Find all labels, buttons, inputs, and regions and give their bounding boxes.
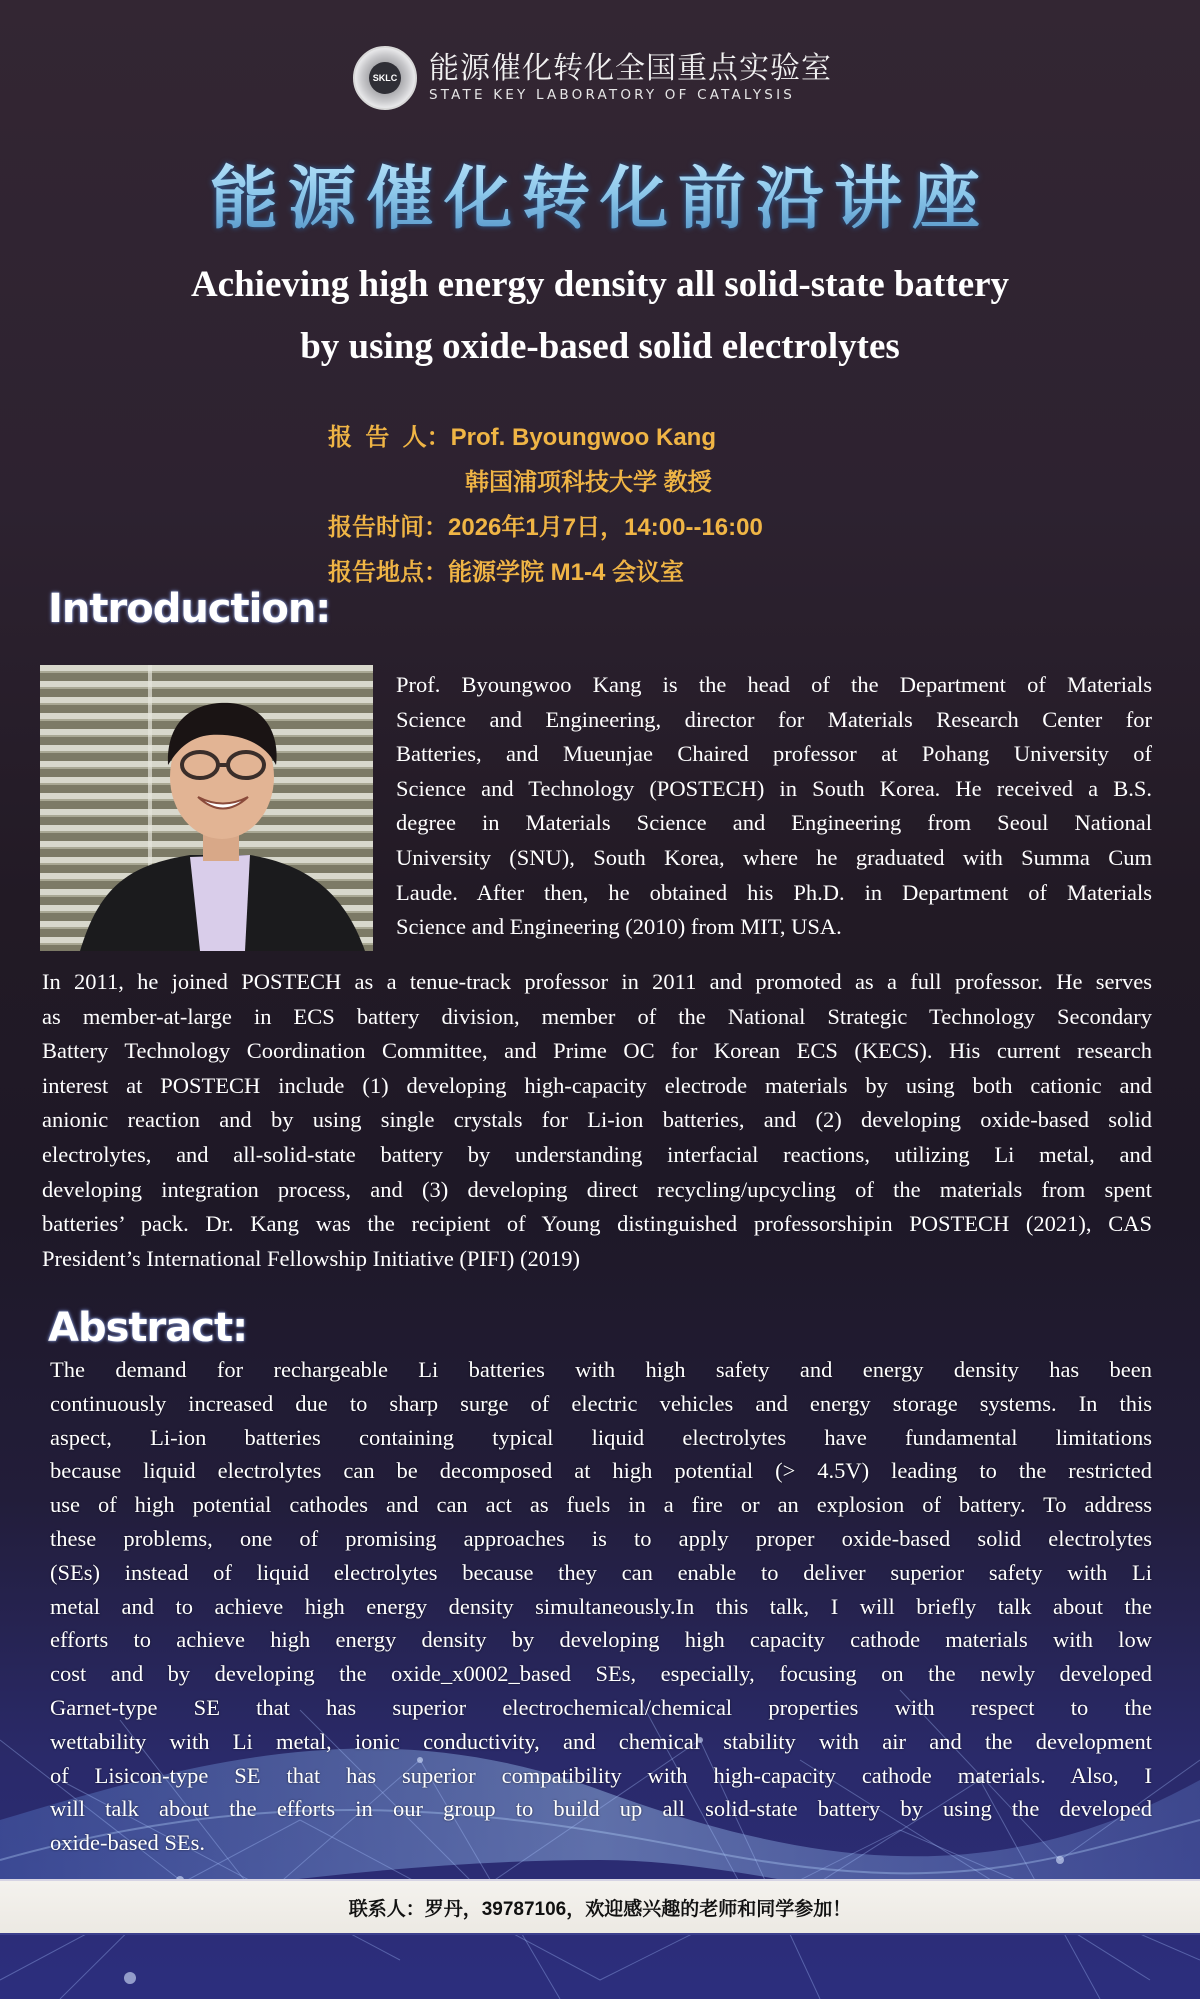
text-line: as member-at-large in ECS battery division, member of the National Strategic Technology Secondary bbox=[42, 1003, 1152, 1029]
text-line: Science and Engineering (2010) from MIT, USA. bbox=[396, 914, 842, 940]
talk-title-line-2: by using oxide-based solid electrolytes bbox=[300, 326, 900, 367]
lab-seal-icon bbox=[353, 46, 417, 110]
text-line: Science and Technology (POSTECH) in South Korea. He received a B.S. bbox=[396, 775, 1152, 801]
text-line: because liquid electrolytes can be decomposed at high potential (> 4.5V) leading to the restricted bbox=[50, 1458, 1152, 1484]
text-line: electrolytes, and all-solid-state battery by understanding interfacial reactions, utilizing Li metal, and bbox=[42, 1141, 1152, 1167]
seal-text: SKLC bbox=[369, 62, 401, 94]
text-line: (SEs) instead of liquid electrolytes because they can enable to deliver superior safety with Li bbox=[50, 1559, 1152, 1585]
introduction-paragraph-2 bbox=[42, 965, 1152, 1276]
talk-title-line-1: Achieving high energy density all solid-state battery bbox=[190, 264, 1010, 305]
text-line: batteries’ pack. Dr. Kang was the recipient of Young distinguished professorshipin POSTECH (2021), CAS bbox=[42, 1211, 1152, 1237]
lecture-series-title: 能源催化转化前沿讲座 bbox=[0, 145, 1200, 242]
text-line: Battery Technology Coordination Committee, and Prime OC for Korean ECS (KECS). His current research bbox=[42, 1038, 1152, 1064]
text-line: efforts to achieve high energy density by developing high capacity cathode materials with low bbox=[50, 1627, 1152, 1653]
speaker-info: 报 告 人：Prof. Byoungwoo Kang bbox=[328, 424, 716, 451]
text-line: University (SNU), South Korea, where he graduated with Summa Cum bbox=[396, 844, 1152, 870]
lab-name-en: STATE KEY LABORATORY OF CATALYSIS bbox=[429, 87, 796, 103]
introduction-paragraph-1 bbox=[390, 668, 1152, 945]
lab-logo-header bbox=[353, 46, 832, 110]
text-line: will talk about the efforts in our group to build up all solid-state battery by using the developed bbox=[50, 1796, 1152, 1822]
text-line: Batteries, and Mueunjae Chaired professor at Pohang University of bbox=[396, 741, 1152, 767]
text-line: continuously increased due to sharp surge of electric vehicles and energy storage systems. In this bbox=[50, 1390, 1152, 1416]
text-line: aspect, Li-ion batteries containing typical liquid electrolytes have fundamental limitations bbox=[50, 1424, 1152, 1450]
talk-time: 报告时间：2026年1月7日，14:00--16:00 bbox=[328, 514, 763, 541]
text-line: developing integration process, and (3) developing direct recycling/upcycling of the materials from spent bbox=[42, 1176, 1152, 1202]
speaker-affiliation: 韩国浦项科技大学 教授 bbox=[465, 469, 712, 496]
text-line: Prof. Byoungwoo Kang is the head of the Department of Materials bbox=[396, 672, 1152, 697]
text-line: of Lisicon-type SE that has superior compatibility with high-capacity cathode materials. Also, I bbox=[50, 1762, 1152, 1788]
text-line: use of high potential cathodes and can act as fuels in a fire or an explosion of battery. To address bbox=[50, 1492, 1152, 1518]
talk-venue: 报告地点：能源学院 M1-4 会议室 bbox=[328, 559, 685, 586]
text-line: anionic reaction and by using single crystals for Li-ion batteries, and (2) developing oxide-based solid bbox=[42, 1107, 1152, 1133]
abstract-paragraph bbox=[50, 1353, 1152, 1860]
abstract-heading: Abstract: bbox=[48, 1305, 248, 1351]
text-line: wettability with Li metal, ionic conductivity, and chemical stability with air and the development bbox=[50, 1728, 1152, 1754]
text-line: degree in Materials Science and Engineering from Seoul National bbox=[396, 810, 1152, 836]
speaker-photo bbox=[40, 665, 373, 951]
text-line: these problems, one of promising approaches is to apply proper oxide-based solid electrolytes bbox=[50, 1525, 1152, 1551]
text-line: Garnet-type SE that has superior electrochemical/chemical properties with respect to the bbox=[50, 1694, 1152, 1720]
contact-bar bbox=[0, 1879, 1200, 1935]
text-line: Laude. After then, he obtained his Ph.D. in Department of Materials bbox=[396, 879, 1152, 905]
contact-info: 联系人：罗丹，39787106，欢迎感兴趣的老师和同学参加！ bbox=[348, 1898, 852, 1920]
text-line: cost and by developing the oxide_x0002_based SEs, especially, focusing on the newly developed bbox=[50, 1661, 1152, 1687]
text-line: Science and Engineering, director for Materials Research Center for bbox=[396, 706, 1152, 732]
lab-name-cn: 能源催化转化全国重点实验室 bbox=[429, 51, 832, 86]
text-line: The demand for rechargeable Li batteries with high safety and energy density has been bbox=[50, 1357, 1152, 1382]
text-line: In 2011, he joined POSTECH as a tenue-track professor in 2011 and promoted as a full professor. He serves bbox=[42, 969, 1152, 994]
text-line: oxide-based SEs. bbox=[50, 1830, 205, 1856]
text-line: metal and to achieve high energy density simultaneously.In this talk, I will briefly talk about the bbox=[50, 1593, 1152, 1619]
text-line: interest at POSTECH include (1) developing high-capacity electrode materials by using both cationic and bbox=[42, 1072, 1152, 1098]
introduction-heading: Introduction: bbox=[48, 586, 331, 632]
talk-title bbox=[0, 254, 1200, 378]
text-line: President’s International Fellowship Initiative (PIFI) (2019) bbox=[42, 1245, 581, 1271]
